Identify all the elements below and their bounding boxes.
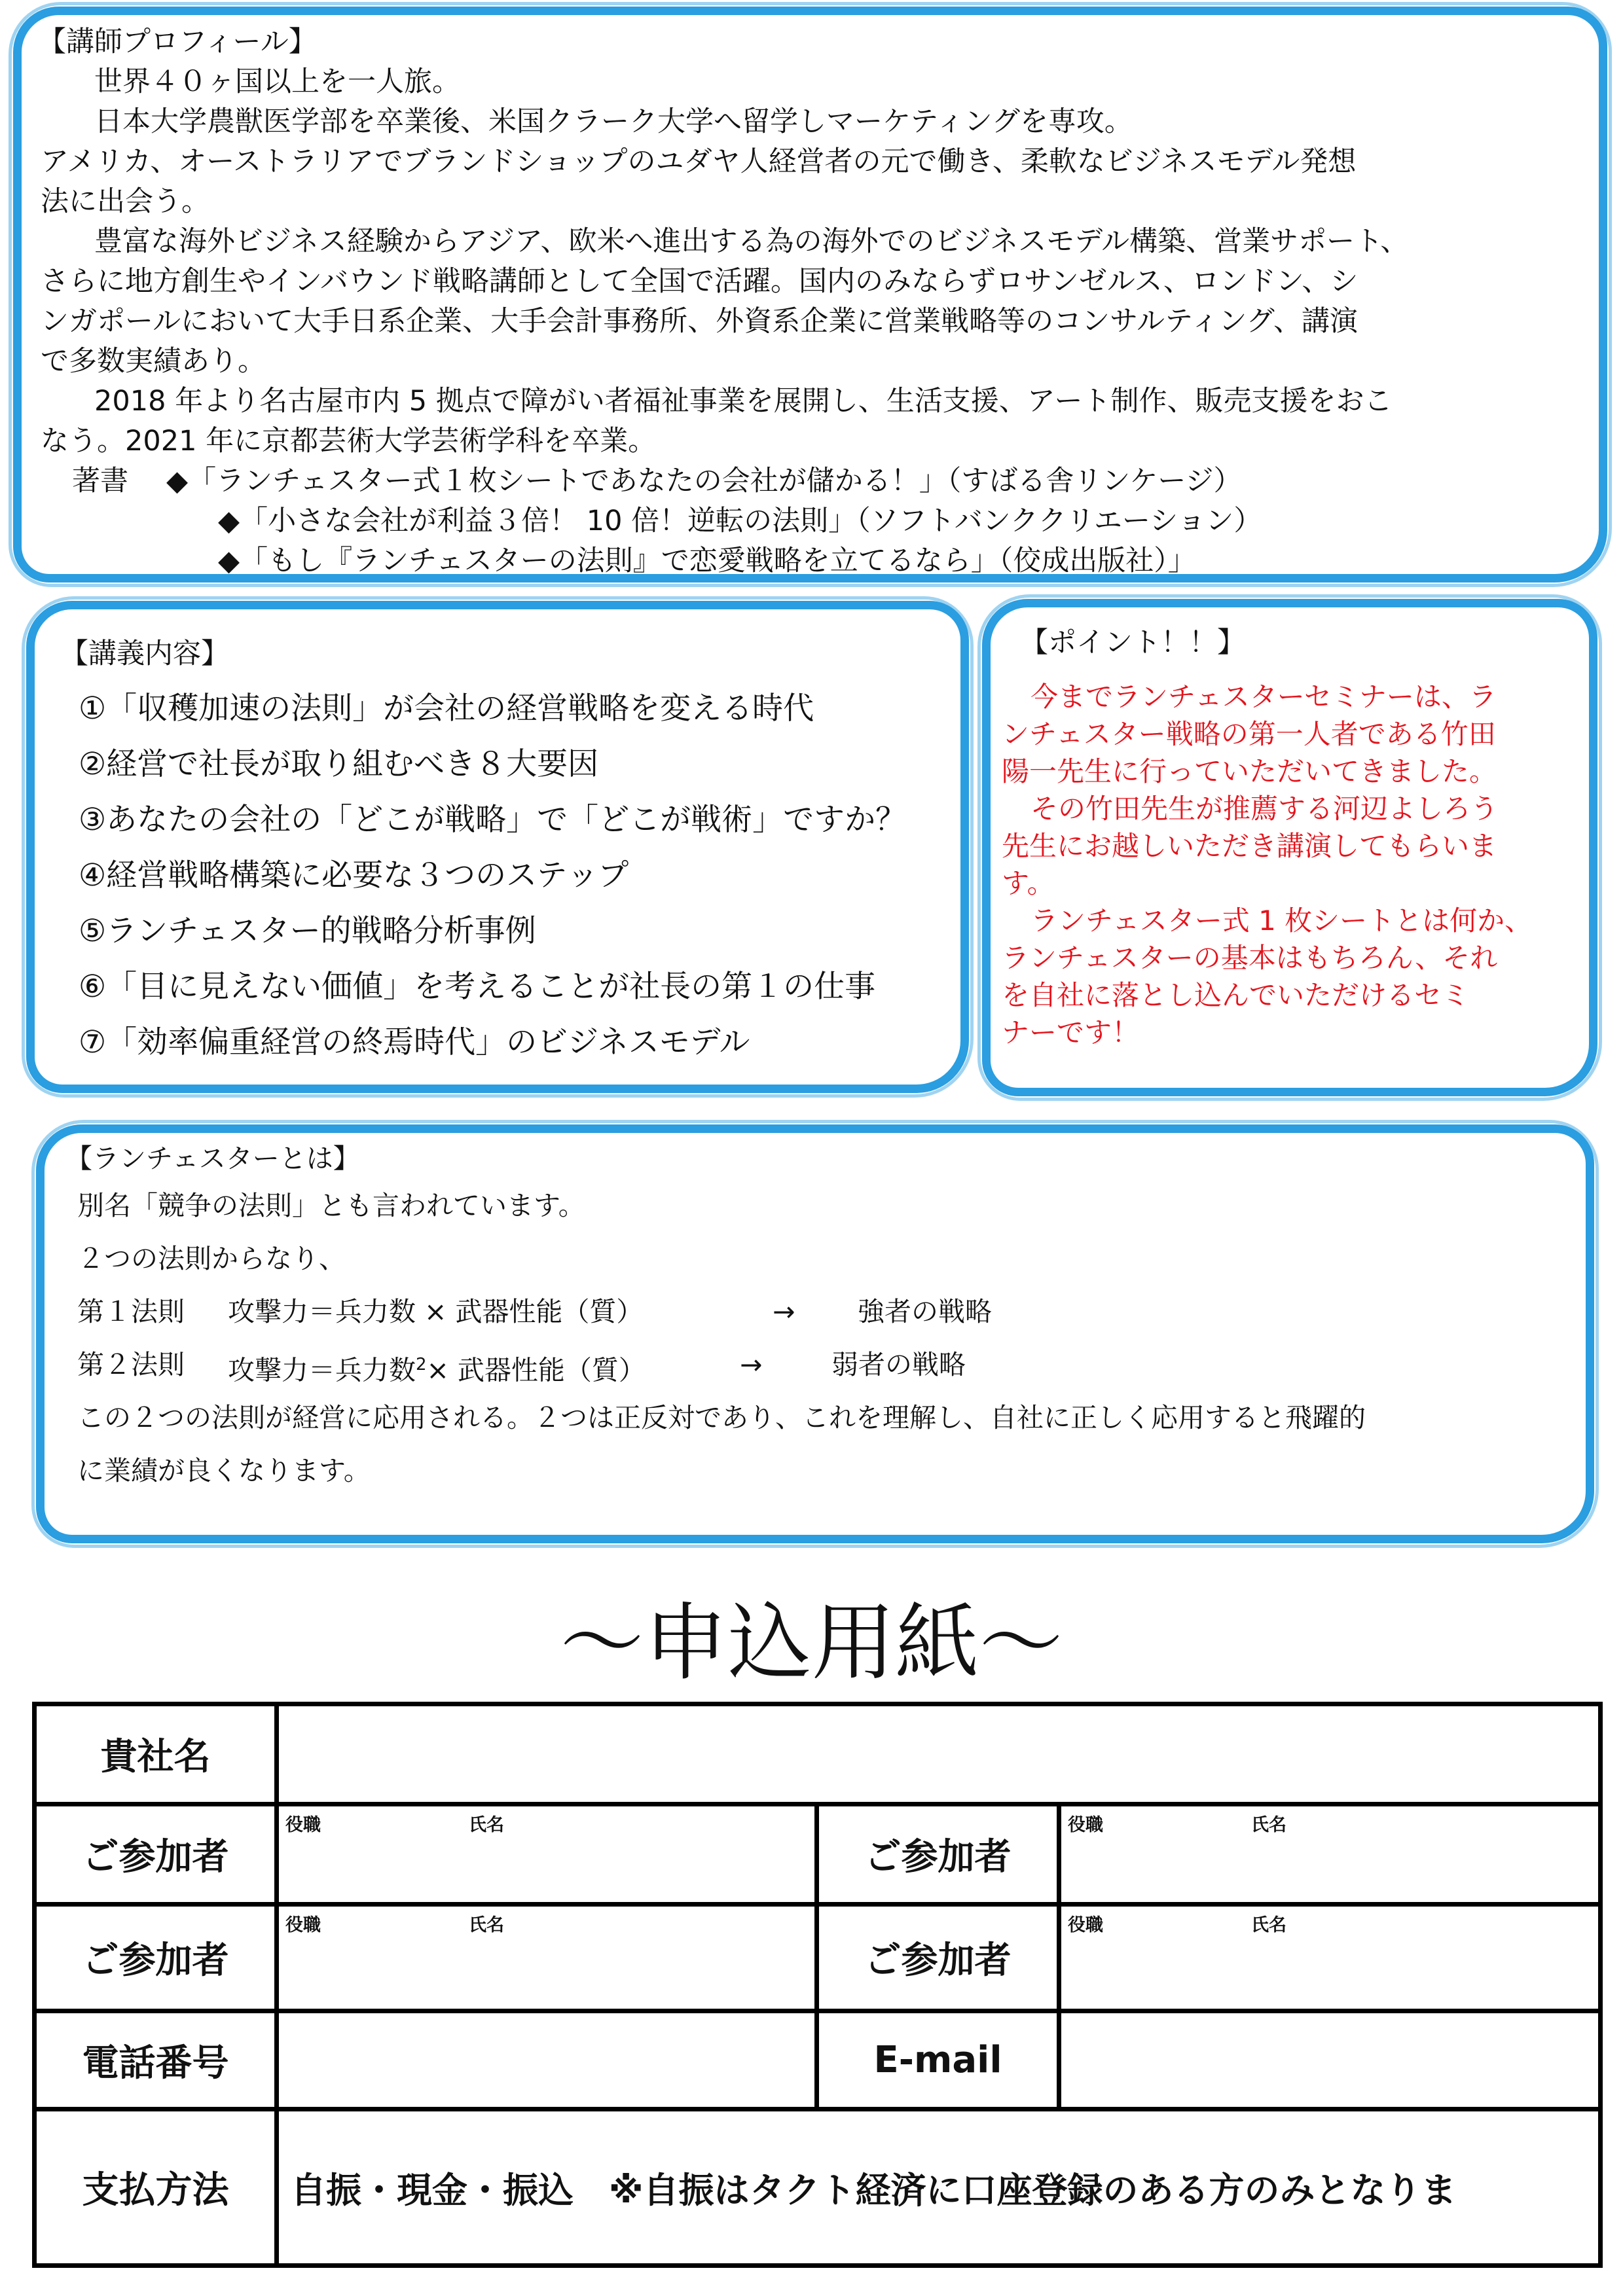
law2-superscript: 2: [416, 1355, 427, 1374]
lecture-item: ⑦「効率偏重経営の終焉時代」のビジネスモデル: [79, 1024, 750, 1060]
lecture-section: [52, 619, 969, 1077]
profile-section: [38, 22, 1603, 581]
point-line: 先生にお越しいただき講演してもらいま: [1002, 830, 1497, 862]
law2-formula-b: × 武器性能（質）: [426, 1354, 646, 1386]
point-line: その竹田先生が推薦する河辺よしろう: [1030, 793, 1499, 825]
payment-method-text[interactable]: 自振・現金・振込 ※自振はタクト経済に口座登録のある方のみとなりま: [277, 2109, 1601, 2266]
name-label: 氏名: [469, 1915, 504, 1935]
form-title: ～申込用紙～: [560, 1594, 1063, 1692]
law1-row: [65, 1285, 1571, 1338]
name-label: 氏名: [469, 1815, 504, 1835]
participant-label: ご参加者: [817, 1804, 1059, 1905]
point-line: 今までランチェスターセミナーは、ラ: [1030, 681, 1497, 713]
profile-line: ンガポールにおいて大手日系企業、大手会計事務所、外資系企業に営業戦略等のコンサルティング、講演: [41, 305, 1358, 338]
point-line: す。: [1002, 867, 1055, 899]
lecture-item: ⑤ランチェスター的戦略分析事例: [79, 913, 536, 949]
point-line: 陽一先生に行っていただいてきました。: [1002, 755, 1497, 787]
profile-line: 日本大学農獣医学部を卒業後、米国クラーク大学へ留学しマーケティングを専攻。: [94, 105, 1133, 138]
lanchester-heading: 【ランチェスターとは】: [65, 1143, 360, 1174]
books-row: [38, 461, 1603, 501]
role-label: 役職: [1068, 1815, 1103, 1835]
role-label: 役職: [1068, 1915, 1103, 1935]
law2-row: [65, 1338, 1571, 1391]
profile-heading: 【講師プロフィール】: [38, 26, 317, 58]
lecture-item: ①「収穫加速の法則」が会社の経営戦略を変える時代: [79, 691, 814, 726]
profile-line: なう。2021 年に京都芸術大学芸術学科を卒業。: [41, 425, 657, 457]
lanchester-line: ２つの法則からなり、: [77, 1243, 346, 1274]
name-label: 氏名: [1251, 1915, 1286, 1935]
law2-name: 第２法則: [77, 1349, 185, 1380]
participant-label: ご参加者: [35, 1804, 277, 1905]
participant-3-input[interactable]: [277, 1905, 817, 2011]
lanchester-section: [65, 1138, 1571, 1498]
email-input[interactable]: [1059, 2011, 1601, 2109]
lecture-item: ④経営戦略構築に必要な３つのステップ: [79, 857, 629, 893]
point-line: を自社に落とし込んでいただけるセミ: [1002, 979, 1470, 1011]
law2-result: 弱者の戦略: [831, 1349, 966, 1380]
lecture-item: ②経営で社長が取り組むべき８大要因: [79, 746, 599, 782]
email-label: E-mail: [817, 2011, 1059, 2109]
lanchester-closing: に業績が良くなります。: [77, 1455, 371, 1486]
participant-4-input[interactable]: [1059, 1905, 1601, 2011]
participant-2-input[interactable]: [1059, 1804, 1601, 1905]
lanchester-closing: この２つの法則が経営に応用される。２つは正反対であり、これを理解し、自社に正しく応用すると飛躍的: [77, 1402, 1366, 1433]
point-line: ランチェスターの基本はもちろん、それ: [1002, 942, 1498, 974]
phone-input[interactable]: [277, 2011, 817, 2109]
phone-label: 電話番号: [35, 2011, 277, 2109]
law1-result: 強者の戦略: [858, 1296, 992, 1327]
point-line: ナーです！: [1002, 1016, 1140, 1049]
participant-1-input[interactable]: [277, 1804, 817, 1905]
law2-formula-a: 攻撃力＝兵力数: [228, 1354, 416, 1386]
company-label: 貴社名: [35, 1704, 277, 1804]
application-form: [32, 1702, 1603, 2268]
lecture-item: ⑥「目に見えない価値」を考えることが社長の第１の仕事: [79, 969, 876, 1005]
profile-line: 2018 年より名古屋市内 5 拠点で障がい者福祉事業を展開し、生活支援、アート制作、販売支援をおこ: [94, 385, 1393, 418]
arrow-icon: →: [740, 1349, 763, 1380]
point-heading: 【ポイント！！】: [1020, 626, 1245, 659]
profile-line: 世界４０ヶ国以上を一人旅。: [94, 65, 460, 98]
company-input[interactable]: [277, 1704, 1601, 1804]
lanchester-line: 別名「競争の法則」とも言われています。: [77, 1190, 585, 1221]
participant-label: ご参加者: [817, 1905, 1059, 2011]
book-title: ◆「ランチェスター式１枚シートであなたの会社が儲かる！」（すばる舎リンケージ）: [166, 465, 1242, 497]
profile-line: 法に出会う。: [41, 185, 210, 218]
name-label: 氏名: [1251, 1815, 1286, 1835]
profile-line: さらに地方創生やインバウンド戦略講師として全国で活躍。国内のみならずロサンゼルス、ロンドン、シ: [41, 265, 1359, 298]
lecture-item: ③あなたの会社の「どこが戦略」で「どこが戦術」ですか？: [79, 802, 907, 838]
point-section: [1002, 622, 1578, 1051]
profile-line: アメリカ、オーストラリアでブランドショップのユダヤ人経営者の元で働き、柔軟なビジネスモデル発想: [41, 145, 1357, 178]
book-title: ◆「もし『ランチェスターの法則』で恋愛戦略を立てるなら」（佼成出版社）」: [218, 545, 1196, 577]
profile-line: 豊富な海外ビジネス経験からアジア、欧米へ進出する為の海外でのビジネスモデル構築、営業サポート、: [94, 225, 1409, 258]
book-title: ◆「小さな会社が利益３倍！ 10 倍！逆転の法則」（ソフトバンククリエーション）: [218, 505, 1262, 537]
law1-formula: 攻撃力＝兵力数 × 武器性能（質）: [228, 1296, 644, 1327]
point-line: ランチェスター式 1 枚シートとは何か、: [1030, 905, 1533, 937]
law1-name: 第１法則: [77, 1296, 185, 1327]
role-label: 役職: [285, 1915, 321, 1935]
role-label: 役職: [285, 1815, 321, 1835]
books-label: 著書: [72, 465, 128, 497]
profile-line: で多数実績あり。: [41, 345, 266, 378]
payment-label: 支払方法: [35, 2109, 277, 2266]
participant-label: ご参加者: [35, 1905, 277, 2011]
lecture-heading: 【講義内容】: [60, 637, 229, 670]
arrow-icon: →: [773, 1296, 795, 1327]
point-line: ンチェスター戦略の第一人者である竹田: [1002, 718, 1496, 750]
